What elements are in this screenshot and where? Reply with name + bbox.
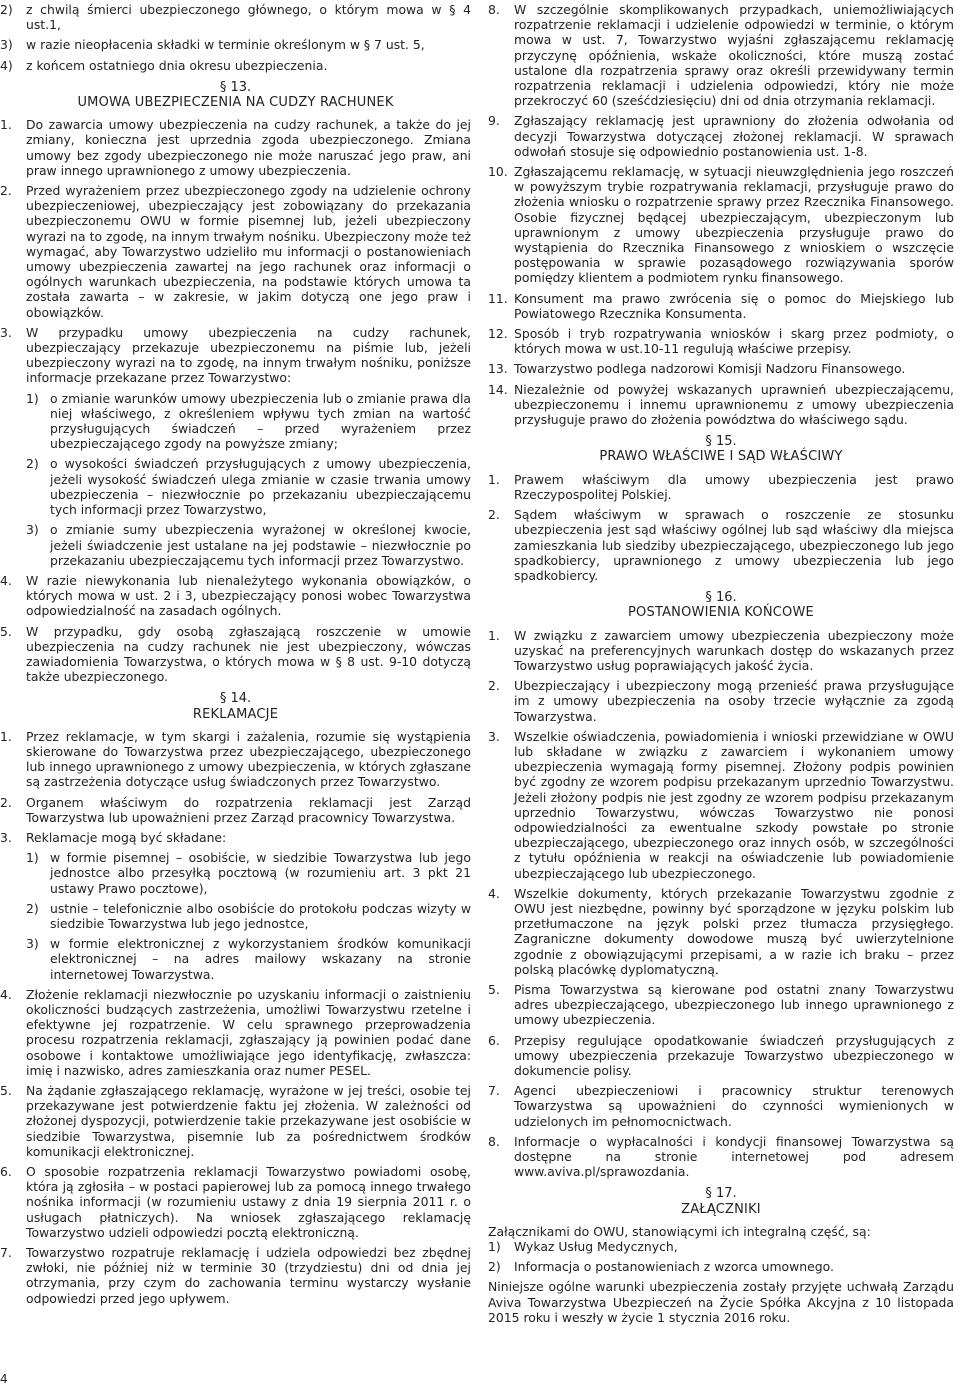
section-17-item-number: 1)	[488, 1239, 501, 1255]
section-16-item	[488, 729, 954, 881]
section-13-item-number: 5.	[0, 623, 12, 639]
section-14-subitem-text: w formie elektronicznej z wykorzystaniem środków komunikacji elektronicznej – na adres mailowy wskazany na stronie internetowej Towarzystwa.	[50, 936, 471, 982]
section-16-item	[488, 628, 954, 674]
section-16-item-number: 7.	[488, 1083, 500, 1099]
section-14-item	[0, 1164, 471, 1240]
section-16-item-text: Pisma Towarzystwa są kierowane pod ostatni znany Towarzystwu adres ubezpieczającego, ubezpieczonego lub innego uprawnionego z umowy ubezpieczenia.	[514, 981, 954, 1028]
section-16-item-number: 2.	[488, 678, 500, 694]
section-14-title: REKLAMACJE	[192, 706, 279, 722]
section-16-heading	[488, 590, 954, 620]
section-14-item-number: 10.	[488, 164, 508, 180]
section-14-item-number: 5.	[0, 1083, 12, 1098]
section-16-item	[488, 678, 954, 724]
section-16-item-number: 3.	[488, 728, 500, 744]
section-14-item	[488, 361, 954, 376]
section-17-item-text: Wykaz Usług Medycznych,	[514, 1239, 678, 1255]
section-14-item	[488, 2, 954, 108]
section-15-item-text: Prawem właściwym dla umowy ubezpieczenia jest prawo Rzeczypospolitej Polskiej.	[514, 471, 954, 502]
section-13-item-number: 4.	[0, 572, 12, 588]
section-14-item	[0, 830, 471, 845]
section-16-item-number: 8.	[488, 1133, 500, 1149]
section-14-number: § 14.	[219, 691, 252, 707]
section-15-item-number: 2.	[488, 507, 500, 523]
section-14-item	[0, 1245, 471, 1306]
section-13-item	[0, 624, 471, 685]
section-17-item	[488, 1259, 954, 1274]
section-16-item-text: Informacje o wypłacalności i kondycji finansowej Towarzystwa są dostępne na stronie internetowej pod adresem www.aviva.pl/sprawozdania.	[514, 1133, 954, 1180]
section-14-subitem-number: 2)	[26, 900, 39, 916]
section-14-item-text: Konsument ma prawo zwrócenia się o pomoc do Miejskiego lub Powiatowego Rzecznika Konsumenta.	[514, 290, 954, 321]
section-13-item-text: W przypadku umowy ubezpieczenia na cudzy rachunek, ubezpieczający przekazuje ubezpieczonemu na piśmie lub, jeżeli ubezpieczony wyrazi na to zgodę, na innym trwałym nośniku, poniższe informacje przekazane przez Towarzystwo:	[26, 324, 471, 386]
section-15-item	[488, 472, 954, 502]
section-14-item-text: O sposobie rozpatrzenia reklamacji Towarzystwo powiadomi osobę, która ją zgłosiła – w postaci papierowej lub za pomocą innego trwałego nośnika informacji (w rozumieniu ustawy z dnia 19 sierpnia 2011 r. o usługach płatniczych). Na wniosek zgłaszającego reklamację Towarzystwo udzieli odpowiedzi pocztą elektroniczną.	[26, 1164, 471, 1240]
list-item	[0, 2, 471, 32]
section-14-item-number: 9.	[488, 113, 500, 129]
section-14-item	[488, 164, 954, 286]
section-14-item-number: 2.	[0, 794, 12, 810]
section-13-subitem-text: o zmianie sumy ubezpieczenia wyrażonej w określonej kwocie, jeżeli świadczenie jest ustalane na jej podstawie – niezwłocznie po przekazaniu ubezpieczającemu tych informacji przez Towarzystwo.	[50, 522, 471, 568]
section-15-item-number: 1.	[488, 471, 500, 487]
section-14-subitem	[26, 936, 471, 982]
section-13-subitem	[26, 522, 471, 568]
section-14-subitem	[26, 850, 471, 896]
section-13-item-text: W razie niewykonania lub nienależytego wykonania obowiązków, o których mowa w ust. 2 i 3, ubezpieczający ponosi wobec Towarzystwa odpowiedzialność na zasadach ogólnych.	[26, 572, 471, 619]
section-16-item-number: 4.	[488, 885, 500, 901]
section-14-item-number: 7.	[0, 1245, 12, 1261]
section-14-item-number: 13.	[488, 361, 508, 377]
section-14-item	[0, 987, 471, 1078]
section-17-item	[488, 1239, 954, 1254]
section-15-title: PRAWO WŁAŚCIWE I SĄD WŁAŚCIWY	[599, 449, 843, 465]
section-14-item-text: W szczególnie skomplikowanych przypadkach, uniemożliwiających rozpatrzenie reklamacji i udzielenie odpowiedzi w terminie, o którym mowa w ust. 7, Towarzystwo wyjaśni zgłaszającemu reklamację przyczynę opóźnienia, wskaże okoliczności, które muszą zostać ustalone dla rozpatrzenia sprawy oraz określi przewidywany termin rozpatrzenia reklamacji i udzielenia odpowiedzi, który nie może przekroczyć 60 (sześćdziesięciu) dni od dnia otrzymania reklamacji.	[514, 2, 954, 109]
section-16-item	[488, 982, 954, 1028]
section-16-item-number: 1.	[488, 627, 500, 643]
section-14-item	[488, 382, 954, 428]
section-14-item-text: Towarzystwo rozpatruje reklamację i udziela odpowiedzi bez zbędnej zwłoki, nie później niż w terminie 30 (trzydziestu) dni od dnia jej otrzymania, przy czym do zachowania terminu wystarczy wysłanie odpowiedzi przed jego upływem.	[26, 1245, 471, 1306]
section-13-item	[0, 573, 471, 619]
section-13-item-text: Przed wyrażeniem przez ubezpieczonego zgody na udzielenie ochrony ubezpieczeniowej, ubezpieczający jest zobowiązany do przekazania ubezpieczonemu OWU w formie pisemnej lub, jeżeli ubezpieczony wyrazi na to zgodę, na innym trwałym nośniku. Ubezpieczony może też wymagać, aby Towarzystwo udzieliło mu informacji o postanowieniach umowy ubezpieczenia zawartej na jego rachunek oraz informacji o ogólnych warunkach ubezpieczenia, na podstawie których umowa ta została zawarta – w zakresie, w jakim dotyczą one jego praw i obowiązków.	[26, 183, 471, 320]
section-17-heading	[488, 1186, 954, 1216]
section-13-item	[0, 117, 471, 178]
page-number: 4	[0, 1372, 8, 1386]
section-13-item-number: 2.	[0, 183, 12, 199]
section-13-item-text: Do zawarcia umowy ubezpieczenia na cudzy rachunek, a także do jej zmiany, konieczna jest uprzednia zgoda ubezpieczonego. Zmiana umowy bez zgody ubezpieczonego nie może naruszać jego praw, ani praw innego uprawnionego z umowy ubezpieczenia.	[26, 117, 471, 178]
list-item	[0, 58, 471, 73]
section-13-subitem-text: o zmianie warunków umowy ubezpieczenia lub o zmianie prawa dla niej właściwego, z określeniem wpływu tych zmian na wartość przysługujących świadczeń – przed wyrażeniem przez ubezpieczającego zgody na powyższe zmiany;	[50, 390, 471, 452]
list-item-text: z końcem ostatniego dnia okresu ubezpieczenia.	[26, 57, 328, 73]
section-15-item-text: Sądem właściwym w sprawach o roszczenie ze stosunku ubezpieczenia jest sąd właściwy ogólnej lub sąd właściwy dla miejsca zamieszkania lub siedziby ubezpieczającego, ubezpieczonego lub jego spadkobiercy, uprawnionego z umowy ubezpieczenia lub jego spadkobiercy.	[514, 507, 954, 583]
section-13-subitem	[26, 456, 471, 517]
section-16-number: § 16.	[705, 590, 737, 606]
section-13-item-number: 1.	[0, 117, 12, 133]
list-item-text: z chwilą śmierci ubezpieczonego głównego, o którym mowa w § 4 ust.1,	[26, 2, 471, 33]
section-16-item-text: Agenci ubezpieczeniowi i pracownicy struktur terenowych Towarzystwa są upoważnieni do czynności wymienionych w udzielonych im pełnomocnictwach.	[514, 1083, 954, 1129]
section-13-heading	[0, 80, 471, 110]
list-item-number: 4)	[0, 57, 13, 73]
section-14-item-number: 11.	[488, 290, 508, 306]
section-14-item-number: 4.	[0, 986, 12, 1002]
section-14-item-number: 6.	[0, 1164, 12, 1180]
section-14-item-text: Zgłaszający reklamację jest uprawniony do złożenia odwołania od decyzji Towarzystwa dotyczącej złożonej reklamacji. W sprawach odwołań stosuje się odpowiednio postanowienia ust. 1-8.	[514, 113, 954, 159]
section-14-item	[488, 291, 954, 321]
section-16-item-text: Wszelkie oświadczenia, powiadomienia i wnioski przewidziane w OWU lub składane w związku z zawarciem i wykonaniem umowy ubezpieczenia wymagają formy pisemnej. Złożony podpis powinien być zgodny ze wzorem podpisu przekazanym uprzednio Towarzystwu. Jeżeli złożony podpis nie jest zgodny ze wzorem podpisu przekazanym uprzednio Towarzystwu, wówczas Towarzystwo nie ponosi odpowiedzialności za ewentualne szkody powstałe po stronie ubezpieczającego, ubezpieczonego oraz innych osób, w szczególności z tytułu opóźnienia w reakcji na oświadczenie lub powiadomienie ubezpieczającego lub ubezpieczonego.	[514, 728, 954, 881]
section-14-subitem-number: 1)	[26, 850, 39, 866]
section-16-item-text: W związku z zawarciem umowy ubezpieczenia ubezpieczony może uzyskać na preferencyjnych warunkach dostęp do wskazanych przez Towarzystwo usług poprawiających jakość życia.	[514, 627, 954, 673]
section-16-item	[488, 1033, 954, 1079]
section-14-item-text: Sposób i tryb rozpatrywania wniosków i skarg przez podmioty, o których mowa w ust.10-11 regulują właściwe przepisy.	[514, 326, 954, 357]
section-14-item-text: Złożenie reklamacji niezwłocznie po uzyskaniu informacji o zaistnieniu okoliczności budzących zastrzeżenia, umożliwi Towarzystwu rzetelne i efektywne jej rozpatrzenie. W celu sprawnego przeprowadzenia procesu rozpatrzenia reklamacji, zgłaszający ją powinien podać dane osobowe i kontaktowe umożliwiające jego identyfikację, zwłaszcza: imię i nazwisko, adres zamieszkania oraz numer PESEL.	[26, 986, 471, 1078]
attachments-intro: Załącznikami do OWU, stanowiącymi ich integralną część, są:	[488, 1223, 871, 1239]
section-14-item-number: 12.	[488, 326, 508, 342]
section-14-subitem-text: ustnie – telefonicznie albo osobiście do protokołu podczas wizyty w siedzibie Towarzystwa lub jego jednostce,	[50, 900, 471, 931]
left-column	[0, 2, 471, 1311]
section-15-item	[488, 507, 954, 583]
section-14-item-text: Organem właściwym do rozpatrzenia reklamacji jest Zarząd Towarzystwa lub upoważnieni przez Zarząd pracownicy Towarzystwa.	[26, 794, 471, 825]
section-13-title: UMOWA UBEZPIECZENIA NA CUDZY RACHUNEK	[77, 95, 394, 111]
section-14-item	[488, 113, 954, 159]
section-13-subitem-number: 3)	[26, 522, 39, 538]
closing-statement: Niniejsze ogólne warunki ubezpieczenia zostały przyjęte uchwałą Zarządu Aviva Towarzystwa Ubezpieczeń na Życie Spółka Akcyjna z 10 listopada 2015 roku i weszły w życie 1 stycznia 2016 roku.	[488, 1279, 954, 1325]
section-13-item	[0, 183, 471, 320]
list-item	[0, 37, 471, 52]
list-item-number: 3)	[0, 37, 13, 53]
section-13-subitem-number: 1)	[26, 390, 39, 406]
section-15-heading	[488, 434, 954, 464]
section-14-item-text: Przez reklamacje, w tym skargi i zażalenia, rozumie się wystąpienia skierowane do Towarzystwa przez ubezpieczającego, ubezpieczonego lub innego uprawnionego z umowy ubezpieczenia, w których zgłaszane są zastrzeżenia dotyczące usług świadczonych przez Towarzystwo.	[26, 728, 471, 790]
section-13-number: § 13.	[219, 79, 252, 95]
section-14-item-text: Na żądanie zgłaszającego reklamację, wyrażone w jej treści, osobie tej przekazywane jest potwierdzenie faktu jej złożenia. W zależności od złożonej dyspozycji, potwierdzenie takie przekazywane jest osobiście w siedzibie Towarzystwa, pisemnie lub za pośrednictwem środków komunikacji elektronicznej.	[26, 1083, 471, 1159]
section-16-title: POSTANOWIENIA KOŃCOWE	[628, 605, 814, 621]
section-14-item-text: Reklamacje mogą być składane:	[26, 829, 227, 845]
section-14-item	[0, 729, 471, 790]
section-17-item-number: 2)	[488, 1259, 501, 1275]
section-16-item	[488, 1083, 954, 1129]
section-16-item-text: Ubezpieczający i ubezpieczony mogą przenieść prawa przysługujące im z umowy ubezpieczenia na osoby trzecie wyłącznie za zgodą Towarzystwa.	[514, 678, 954, 724]
section-14-item	[0, 1083, 471, 1159]
section-14-subitem-number: 3)	[26, 936, 39, 952]
section-16-item	[488, 1134, 954, 1180]
section-13-item	[0, 325, 471, 386]
section-16-item-number: 5.	[488, 981, 500, 997]
section-16-item-text: Wszelkie dokumenty, których przekazanie Towarzystwu zgodnie z OWU jest niezbędne, powinny być sporządzone w języku polskim lub przetłumaczone na język polski przez tłumacza przysięgłego. Zagraniczne dokumenty dowodowe muszą być uwierzytelnione zgodnie z obowiązującymi przepisami, a w razie ich braku – przez polską placówkę dyplomatyczną.	[514, 885, 954, 977]
section-13-subitem-number: 2)	[26, 456, 39, 472]
section-14-item-text: Zgłaszającemu reklamację, w sytuacji nieuwzględnienia jego roszczeń w powyższym trybie rozpatrywania reklamacji, przysługuje prawo do złożenia wniosku o rozpatrzenie sprawy przez Rzecznika Finansowego. Osobie fizycznej będącej ubezpieczającym, ubezpieczonym lub uprawnionym z umowy ubezpieczenia przysługuje prawo do wystąpienia do Rzecznika Finansowego z wnioskiem o wszczęcie postępowania w sprawie pozasądowego rozwiązywania sporów pomiędzy klientem a podmiotem rynku finansowego.	[514, 164, 954, 286]
section-14-item-number: 14.	[488, 381, 508, 397]
section-16-item-number: 6.	[488, 1032, 500, 1048]
section-17-title: ZAŁĄCZNIKI	[681, 1201, 761, 1217]
section-15-number: § 15.	[705, 434, 737, 450]
section-14-item-text: Towarzystwo podlega nadzorowi Komisji Nadzoru Finansowego.	[514, 361, 906, 377]
section-13-item-number: 3.	[0, 324, 12, 340]
right-column	[488, 2, 954, 1325]
list-item-number: 2)	[0, 2, 13, 17]
section-17-item-text: Informacja o postanowieniach z wzorca umownego.	[514, 1259, 834, 1275]
section-14-item-text: Niezależnie od powyżej wskazanych uprawnień ubezpieczającemu, ubezpieczonemu i innemu uprawnionemu z umowy ubezpieczenia przysługuje prawo do złożenia powództwa do właściwego sądu.	[514, 381, 954, 428]
section-17-number: § 17.	[705, 1186, 737, 1202]
section-14-item	[488, 326, 954, 356]
section-13-item-text: W przypadku, gdy osobą zgłaszającą roszczenie w umowie ubezpieczenia na cudzy rachunek nie jest ubezpieczony, wówczas zawiadomienia Towarzystwa, o których mowa w § 8 ust. 9-10 dotyczą także ubezpieczonego.	[26, 623, 471, 685]
section-14-item	[0, 795, 471, 825]
section-16-item-text: Przepisy regulujące opodatkowanie świadczeń przysługujących z umowy ubezpieczenia przekazuje Towarzystwo ubezpieczonego w dokumencie polisy.	[514, 1032, 954, 1078]
list-item-text: w razie nieopłacenia składki w terminie określonym w § 7 ust. 5,	[26, 37, 425, 53]
section-14-subitem-text: w formie pisemnej – osobiście, w siedzibie Towarzystwa lub jego jednostce albo przesyłką pocztową (w rozumieniu art. 3 pkt 21 ustawy Prawo pocztowe),	[50, 850, 471, 896]
section-14-item-number: 3.	[0, 829, 12, 845]
section-14-subitem	[26, 901, 471, 931]
section-13-subitem	[26, 391, 471, 452]
section-13-subitem-text: o wysokości świadczeń przysługujących z umowy ubezpieczenia, jeżeli wysokość świadczeń ulega zmianie w czasie trwania umowy ubezpieczenia – niezwłocznie po przekazaniu ubezpieczającemu tych informacji przez Towarzystwo,	[50, 456, 471, 518]
section-14-heading	[0, 691, 471, 721]
section-14-item-number: 1.	[0, 728, 12, 744]
section-16-item	[488, 886, 954, 977]
section-14-item-number: 8.	[488, 2, 500, 17]
